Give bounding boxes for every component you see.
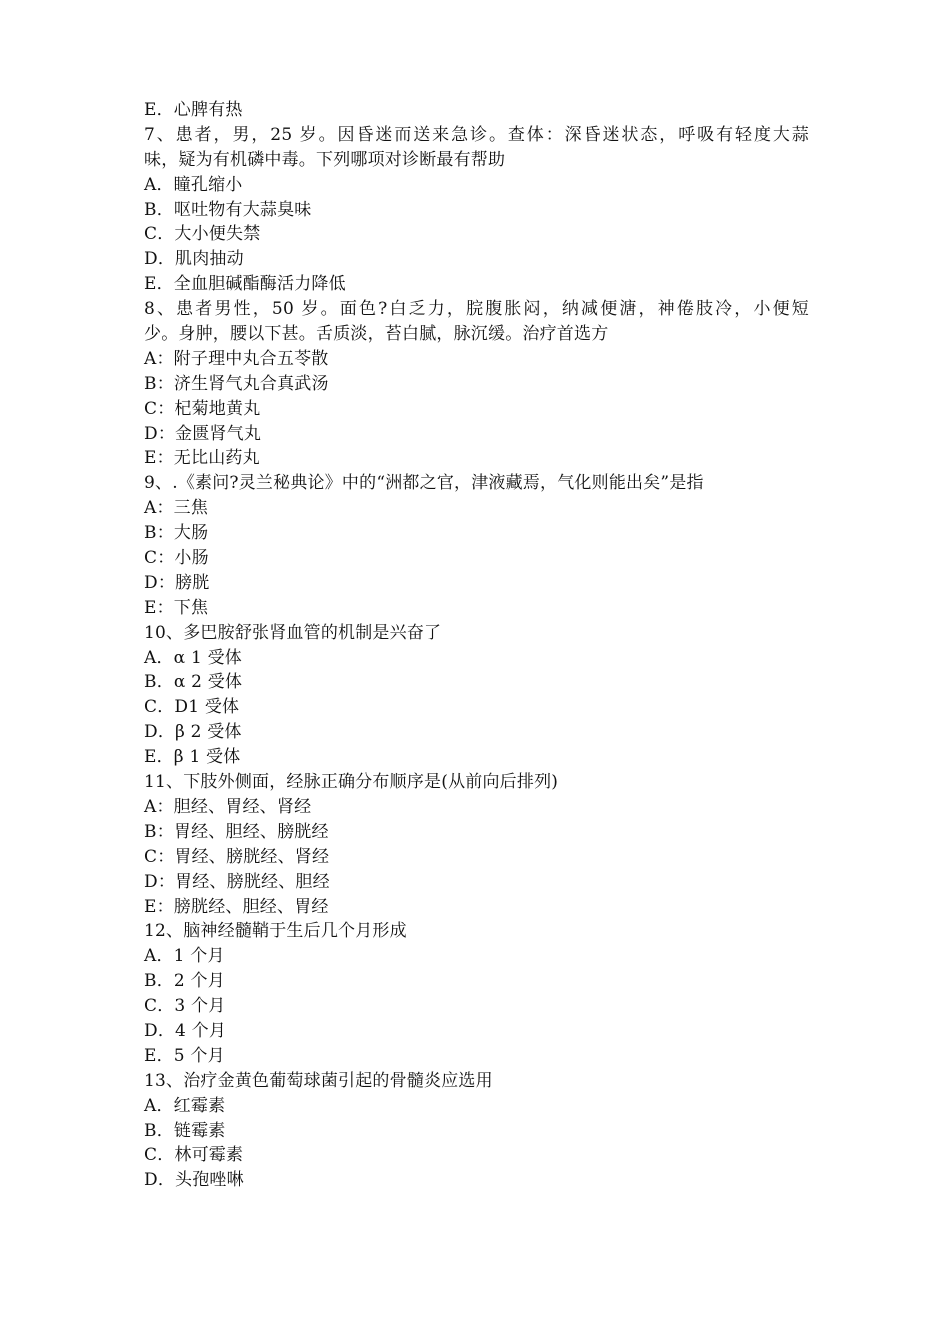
option-line: D．肌肉抽动 <box>144 249 244 270</box>
option-line: C：小肠 <box>144 548 209 569</box>
option-line: E：下焦 <box>144 597 209 618</box>
option-line: D．4 个月 <box>144 1020 227 1041</box>
option-line: A：胆经、胃经、肾经 <box>144 796 312 817</box>
option-line: C．D1 受体 <box>144 697 240 718</box>
option-line: A：三焦 <box>144 498 209 519</box>
option-line: C．大小便失禁 <box>144 224 261 245</box>
option-line: D：胃经、膀胱经、胆经 <box>144 871 330 892</box>
option-line: C．3 个月 <box>144 996 226 1017</box>
option-line: E：无比山药丸 <box>144 448 260 469</box>
option-line: B．链霉素 <box>144 1120 226 1141</box>
option-line: B．呕吐物有大蒜臭味 <box>144 199 312 220</box>
question-8-line-2: 少。身肿，腰以下甚。舌质淡，苔白腻，脉沉缓。治疗首选方 <box>144 324 609 345</box>
option-line: C．林可霉素 <box>144 1145 244 1166</box>
question-9-line: 9、.《素问?灵兰秘典论》中的“洲都之官，津液藏焉，气化则能出矣”是指 <box>144 473 704 494</box>
option-line: E．全血胆碱酯酶活力降低 <box>144 274 346 295</box>
option-line: E：膀胱经、胆经、胃经 <box>144 896 329 917</box>
document-body <box>144 98 809 1193</box>
option-line: A．红霉素 <box>144 1095 226 1116</box>
question-12-line: 12、脑神经髓鞘于生后几个月形成 <box>144 921 407 942</box>
option-line: A．1 个月 <box>144 946 225 967</box>
option-line: D：膀胱 <box>144 572 210 593</box>
option-line: A．α 1 受体 <box>144 647 242 668</box>
option-line: D．β 2 受体 <box>144 722 242 743</box>
question-7-line-2: 味，疑为有机磷中毒。下列哪项对诊断最有帮助 <box>144 149 506 170</box>
option-line: A．瞳孔缩小 <box>144 174 243 195</box>
question-11-line: 11、下肢外侧面，经脉正确分布顺序是(从前向后排列) <box>144 772 559 793</box>
option-line: B．2 个月 <box>144 971 225 992</box>
question-13-line: 13、治疗金黄色葡萄球菌引起的骨髓炎应选用 <box>144 1070 493 1091</box>
option-line: A：附子理中丸合五苓散 <box>144 348 329 369</box>
option-line: D．头孢唑啉 <box>144 1170 244 1191</box>
question-7-line-1: 7、患者，男，25 岁。因昏迷而送来急诊。查体：深昏迷状态，呼吸有轻度大蒜 <box>144 124 809 145</box>
option-line: C：杞菊地黄丸 <box>144 398 261 419</box>
option-line: B：济生肾气丸合真武汤 <box>144 373 329 394</box>
option-line: B．α 2 受体 <box>144 672 243 693</box>
option-line: B：大肠 <box>144 523 209 544</box>
option-line: D：金匮肾气丸 <box>144 423 262 444</box>
option-line: B：胃经、胆经、膀胱经 <box>144 821 329 842</box>
option-line: E．心脾有热 <box>144 100 243 120</box>
question-10-line: 10、多巴胺舒张肾血管的机制是兴奋了 <box>144 622 442 643</box>
option-line: E．β 1 受体 <box>144 747 241 768</box>
question-8-line-1: 8、患者男性，50 岁。面色?白乏力，脘腹胀闷，纳减便溏，神倦肢冷，小便短 <box>144 299 809 320</box>
option-line: E．5 个月 <box>144 1045 225 1066</box>
option-line: C：胃经、膀胱经、肾经 <box>144 846 330 867</box>
